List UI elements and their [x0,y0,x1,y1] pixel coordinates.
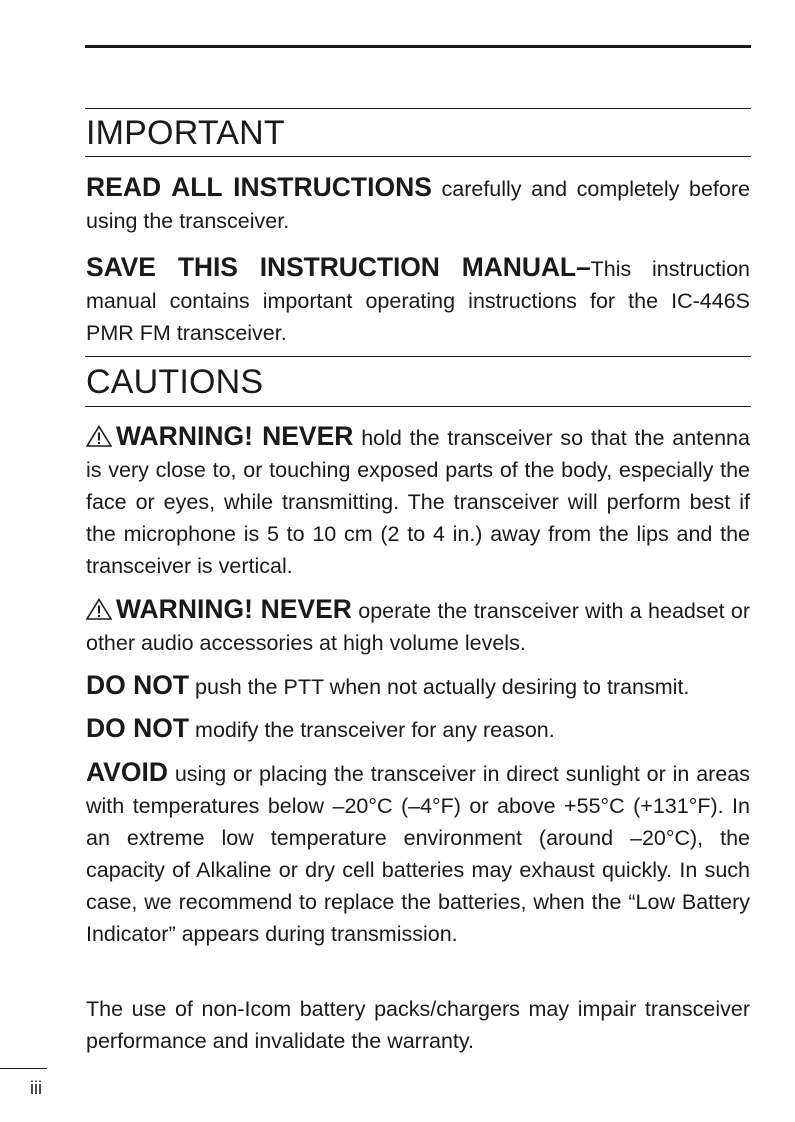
cautions-rule-top [85,356,751,357]
warning-antenna-text: hold the transceiver so that the antenna is very close to, or touching exposed parts of the body, especially the face or eyes, while transmitting. The transceiver will perform best if the microphone is 5 to 10 cm (2 to 4 in.) away from the lips and the transceiver is vertical. [86,426,750,578]
donot-modify-text: modify the transceiver for any reason. [189,718,555,742]
warning-antenna-bold: WARNING! NEVER [116,421,354,451]
donot-modify-paragraph [86,712,750,746]
warning-antenna-paragraph [86,420,750,582]
important-rule-bottom [85,156,751,157]
page-number: iii [30,1078,42,1098]
save-manual-text: This instruction manual contains important operating instructions for the IC-446S PMR FM transceiver. [86,257,750,345]
donot-ptt-bold: DO NOT [86,670,190,700]
avoid-text: using or placing the transceiver in direct sunlight or in areas with temperatures below –20°C (–4°F) or above +55°C (+131°F). In an extreme low temperature environment (around –20°C), the capacity of Alkaline or dry cell batteries may exhaust quickly. In such case, we recommend to replace the batteries, when the “Low Battery Indicator” appears during transmission. [86,762,750,946]
top-rule [85,45,751,48]
save-manual-bold: SAVE THIS INSTRUCTION MANUAL– [86,252,591,282]
read-instructions-bold: READ ALL INSTRUCTIONS [86,172,432,202]
cautions-heading: CAUTIONS [86,363,264,401]
important-heading: IMPORTANT [86,114,285,152]
donot-modify-bold: DO NOT [86,713,190,743]
warning-triangle-icon [86,598,112,620]
donot-ptt-text: push the PTT when not actually desiring to transmit. [189,675,690,699]
read-instructions-text: carefully and completely before using the transceiver. [86,177,750,233]
warning-headset-bold: WARNING! NEVER [116,594,352,624]
battery-note-paragraph: The use of non-Icom battery packs/chargers may impair transceiver performance and invalidate the warranty. [86,997,750,1053]
avoid-bold: AVOID [86,757,168,787]
cautions-rule-bottom [85,406,751,407]
warning-headset-text: operate the transceiver with a headset or other audio accessories at high volume levels. [86,599,750,655]
save-manual-paragraph [86,251,750,349]
important-rule-top [85,108,751,109]
avoid-paragraph [86,756,750,950]
warning-headset-paragraph [86,593,750,659]
donot-ptt-paragraph [86,669,750,703]
warning-triangle-icon [86,425,112,447]
read-instructions-paragraph [86,171,750,237]
page-number-rule [0,1068,47,1069]
